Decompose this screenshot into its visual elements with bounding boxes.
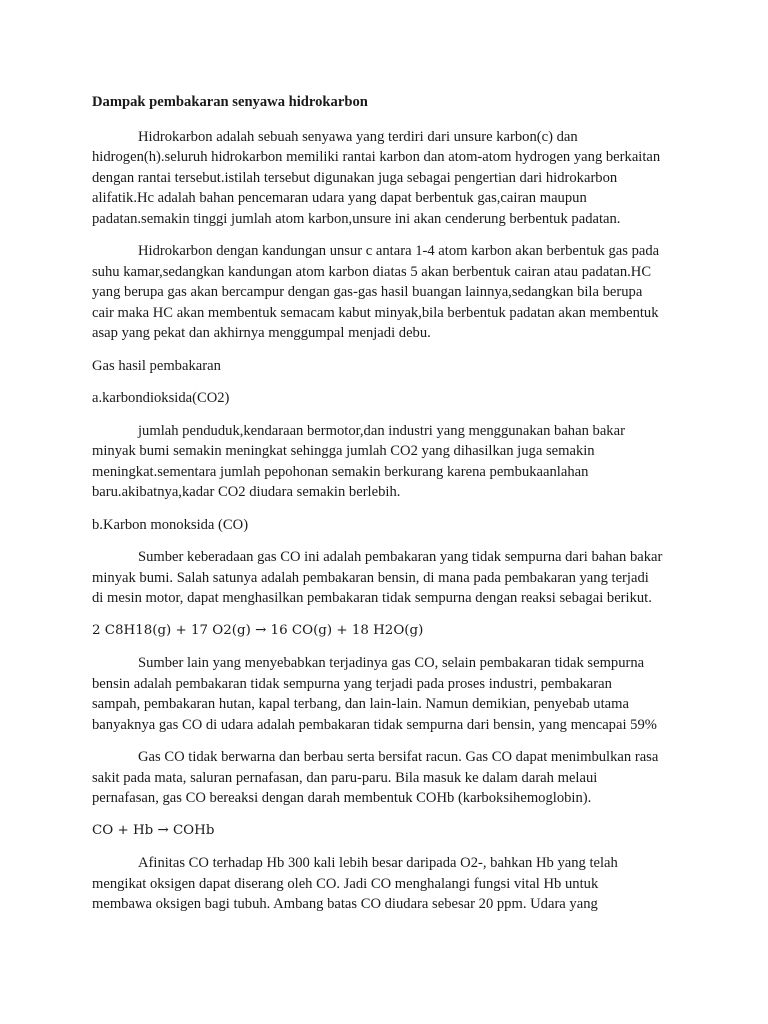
paragraph-hidrokarbon-states <box>92 241 676 344</box>
document-title: Dampak pembakaran senyawa hidrokarbon <box>92 94 368 110</box>
paragraph-hidrokarbon-definition <box>92 127 676 230</box>
paragraph-co-affinity <box>92 853 676 915</box>
text-line: banyaknya gas CO di udara adalah pembakaran tidak sempurna dari bensin, yang mencapai 59% <box>92 716 657 733</box>
paragraph-co2 <box>92 421 676 503</box>
text-line: Hidrokarbon dengan kandungan unsur c antara 1-4 atom karbon akan berbentuk gas pada <box>138 243 660 259</box>
text-line: membawa oksigen bagi tubuh. Ambang batas CO diudara sebesar 20 ppm. Udara yang <box>92 896 598 912</box>
text-line: suhu kamar,sedangkan kandungan atom karbon diatas 5 akan berbentuk cairan atau padatan.HC <box>92 263 652 280</box>
reaction-equation-cohb: CO + Hb → COHb <box>92 822 215 838</box>
heading-karbon-monoksida: b.Karbon monoksida (CO) <box>92 516 249 533</box>
text-line: di mesin motor, dapat menghasilkan pembakaran tidak sempurna dengan reaksi sebagai berikut. <box>92 590 652 606</box>
text-line: dengan rantai tersebut.istilah tersebut digunakan juga sebagai pengertian dari hidrokarbon <box>92 169 618 186</box>
paragraph-co-other-sources <box>92 653 676 735</box>
text-line: bensin adalah pembakaran tidak sempurna yang terjadi pada proses industri, pembakaran <box>92 675 612 692</box>
text-line: sakit pada mata, saluran pernafasan, dan paru-paru. Bila masuk ke dalam darah melaui <box>92 769 598 786</box>
text-line: Afinitas CO terhadap Hb 300 kali lebih besar daripada O2-, bahkan Hb yang telah <box>138 855 618 871</box>
text-line: alifatik.Hc adalah bahan pencemaran udara yang dapat berbentuk gas,cairan maupun <box>92 190 587 206</box>
text-line: Sumber keberadaan gas CO ini adalah pembakaran yang tidak sempurna dari bahan bakar <box>138 549 663 565</box>
text-line: Gas CO tidak berwarna dan berbau serta bersifat racun. Gas CO dapat menimbulkan rasa <box>138 749 659 765</box>
text-line: pernafasan, gas CO bereaksi dengan darah membentuk COHb (karboksihemoglobin). <box>92 790 592 806</box>
text-line: asap yang pekat dan akhirnya menggumpal menjadi debu. <box>92 325 431 341</box>
text-line: baru.akibatnya,kadar CO2 diudara semakin berlebih. <box>92 484 401 500</box>
text-line: jumlah penduduk,kendaraan bermotor,dan industri yang menggunakan bahan bakar <box>138 422 625 439</box>
heading-karbondioksida: a.karbondioksida(CO2) <box>92 390 230 406</box>
text-line: Hidrokarbon adalah sebuah senyawa yang terdiri dari unsure karbon(c) dan <box>138 128 578 145</box>
text-line: hidrogen(h).seluruh hidrokarbon memiliki rantai karbon dan atom-atom hydrogen yang berkaitan <box>92 149 661 165</box>
text-line: meningkat.sementara jumlah pepohonan semakin berkurang karena pembukaanlahan <box>92 463 589 480</box>
reaction-equation-combustion: 2 C8H18(g) + 17 O2(g) → 16 CO(g) + 18 H2O(g) <box>92 622 424 638</box>
text-line: mengikat oksigen dapat diserang oleh CO. Jadi CO menghalangi fungsi vital Hb untuk <box>92 875 599 892</box>
text-line: cair maka HC akan membentuk semacam kabut minyak,bila berbentuk padatan akan membentuk <box>92 304 659 321</box>
text-line: yang berupa gas akan bercampur dengan gas-gas hasil buangan lainnya,sedangkan bila berupa <box>92 284 643 300</box>
text-line: sampah, pembakaran hutan, kapal terbang, dan lain-lain. Namun demikian, penyebab utama <box>92 696 629 712</box>
heading-gas-hasil: Gas hasil pembakaran <box>92 357 221 374</box>
paragraph-co-effects <box>92 747 676 809</box>
paragraph-co-source <box>92 547 676 609</box>
text-line: minyak bumi semakin meningkat sehingga jumlah CO2 yang dihasilkan juga semakin <box>92 443 595 459</box>
text-line: Sumber lain yang menyebabkan terjadinya gas CO, selain pembakaran tidak sempurna <box>138 655 645 671</box>
text-line: minyak bumi. Salah satunya adalah pembakaran bensin, di mana pada pembakaran yang terjadi <box>92 569 649 586</box>
text-line: padatan.semakin tinggi jumlah atom karbon,unsure ini akan cenderung berbentuk padatan. <box>92 210 621 227</box>
